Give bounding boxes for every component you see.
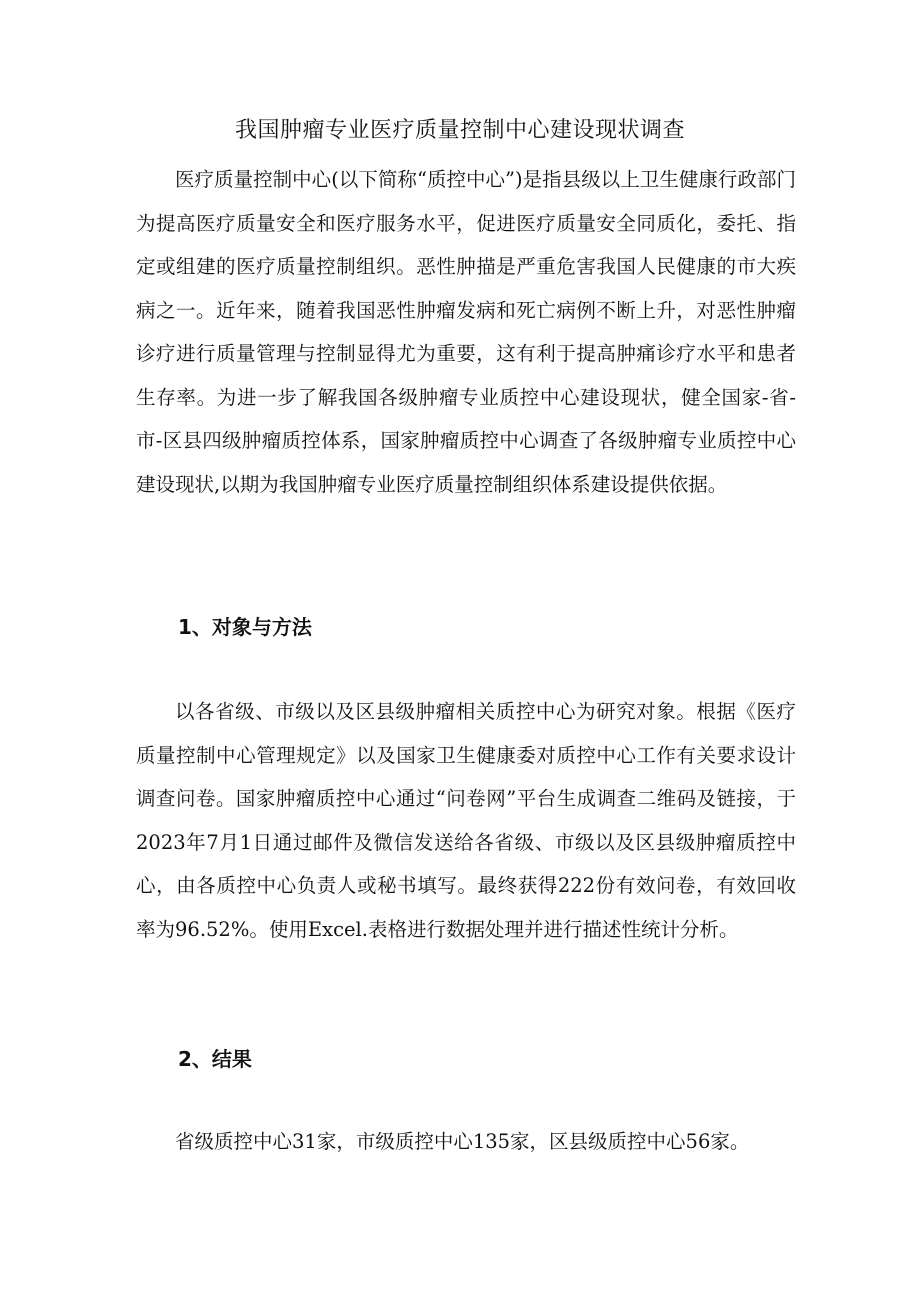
results-paragraph: 省级质控中心31家，市级质控中心135家，区县级质控中心56家。 [175,1130,750,1153]
intro-paragraph: 医疗质量控制中心(以下简称“质控中心”)是指县级以上卫生健康行政部门为提高医疗质量安全和医疗服务水平，促进医疗质量安全同质化，委托、指定或组建的医疗质量控制组织。恶性肿描是严重危害我国人民健康的市大疾病之一。近年来，随着我国恶性肿瘤发病和死亡病例不断上升，对恶性肿瘤诊疗进行质量管理与控制显得尤为重要，这有利于提高肿痛诊疗水平和患者生存率。为进一步了解我国各级肿瘤专业质控中心建设现状，健全国家-省-市-区县四级肿瘤质控体系，国家肿瘤质控中心调查了各级肿瘤专业质控中心建设现状,以期为我国肿瘤专业医疗质量控制组织体系建设提供依据。 [136,168,796,496]
document-title: 我国肿瘤专业医疗质量控制中心建设现状调查 [234,118,685,143]
section-heading-methods: 1、对象与方法 [178,615,312,639]
section-heading-results: 2、结果 [178,1047,252,1071]
methods-paragraph: 以各省级、市级以及区县级肿瘤相关质控中心为研究对象。根据《医疗质量控制中心管理规定》以及国家卫生健康委对质控中心工作有关要求设计调查问卷。国家肿瘤质控中心通过“问卷网”平台生成调查二维码及链接，于2023年7月1日通过邮件及微信发送给各省级、市级以及区县级肿瘤质控中心，由各质控中心负责人或秘书填写。最终获得222份有效问卷，有效回收率为96.52%。使用Excel.表格进行数据处理并进行描述性统计分析。 [136,700,796,941]
